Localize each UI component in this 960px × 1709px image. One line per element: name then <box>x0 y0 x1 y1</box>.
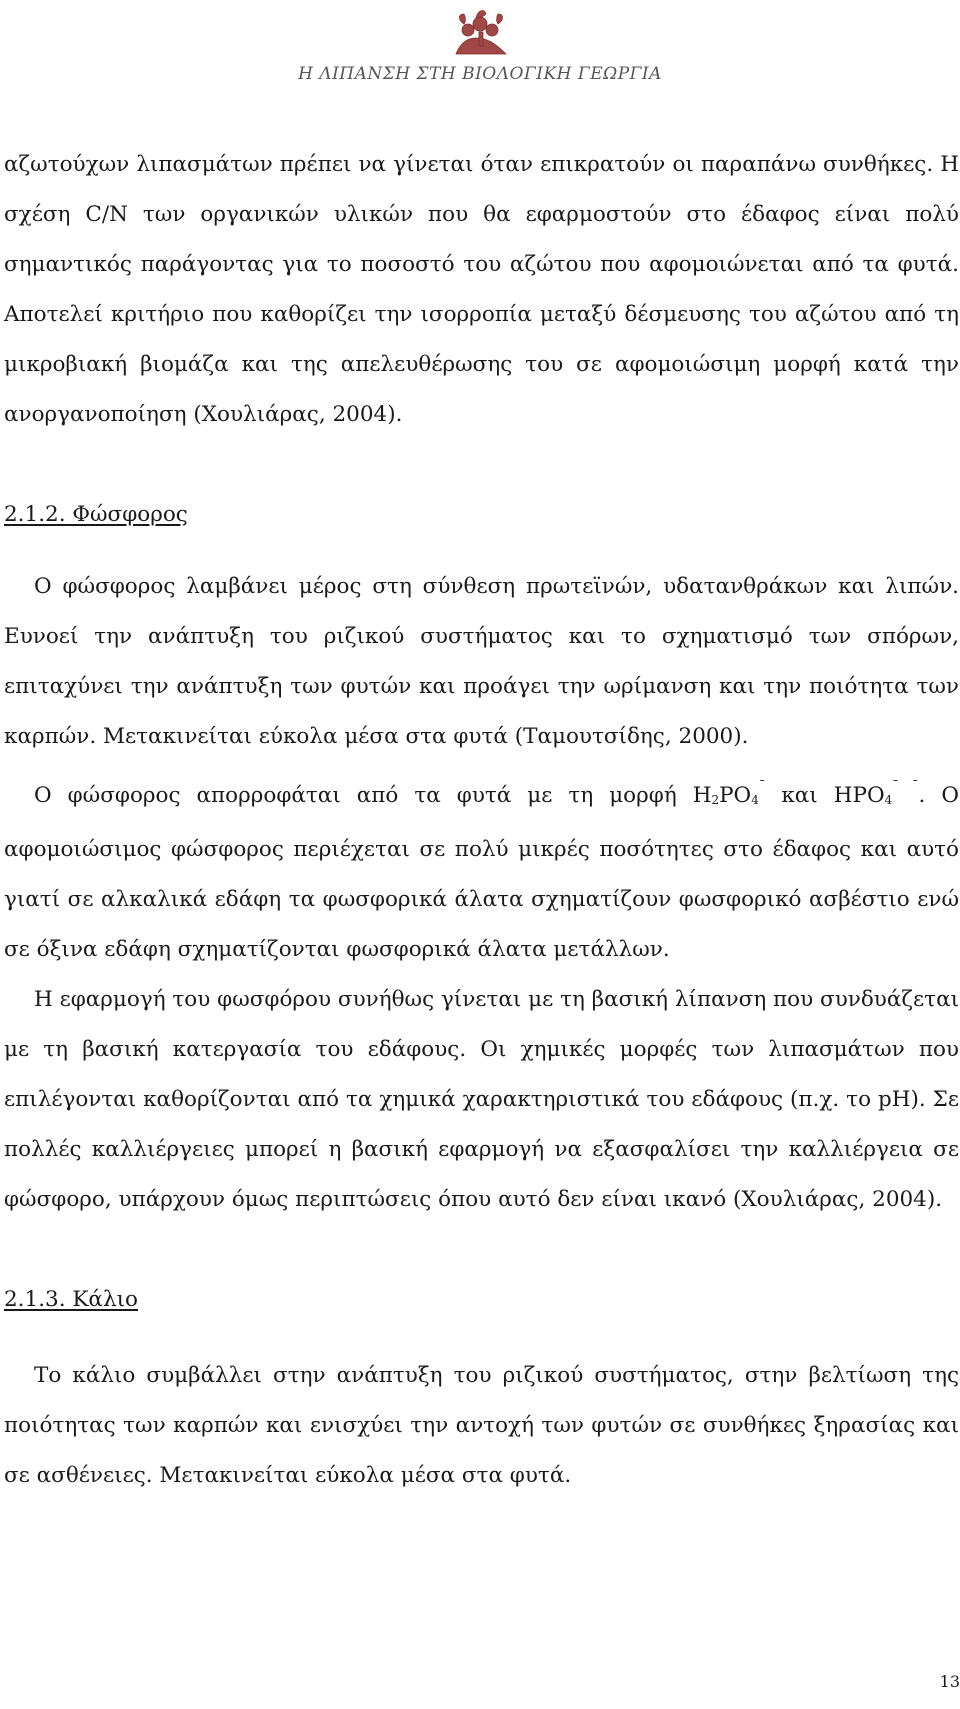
absorption-text-4: . Ο αφομοιώσιμος φώσφορος περιέχεται σε πολύ μικρές ποσότητες στο έδαφος και αυτό γιατί σε αλκαλικά εδάφη τα φωσφορικά άλατα σχηματίζουν φωσφορικό ασβέστιο ενώ σε όξινα εδάφη σχηματίζονται φωσφορικά άλατα μετάλλων. <box>4 783 959 962</box>
paragraph-phosphorus-role: Ο φώσφορος λαμβάνει μέρος στη σύνθεση πρωτεϊνών, υδατανθράκων και λιπών. Ευνοεί την ανάπτυξη του ριζικού συστήματος και το σχηματισμό των σπόρων, επιταχύνει την ανάπτυξη των φυτών και προάγει την ωρίμανση και την ποιότητα των καρπών. Μετακινείται εύκολα μέσα στα φυτά (Ταμουτσίδης, 2000). <box>4 574 959 749</box>
section-heading-potassium: 2.1.3. Κάλιο <box>4 1287 138 1312</box>
superscript-charge: ¯ <box>758 779 766 794</box>
header-title: Η ΛΙΠΑΝΣΗ ΣΤΗ ΒΙΟΛΟΓΙΚΗ ΓΕΩΡΓΙΑ <box>298 64 662 84</box>
absorption-text-3: και HPO <box>765 783 885 808</box>
superscript-charge-double: ¯ ¯ <box>892 779 919 794</box>
paragraph-potassium: Το κάλιο συμβάλλει στην ανάπτυξη του ριζικού συστήματος, στην βελτίωση της ποιότητας των καρπών και ενισχύει την αντοχή των φυτών σε συνθήκες ξηρασίας και σε ασθένειες. Μετακινείται εύκολα μέσα στα φυτά. <box>4 1363 959 1488</box>
page-header <box>0 0 960 96</box>
paragraph-nitrogen-continued: αζωτούχων λιπασμάτων πρέπει να γίνεται όταν επικρατούν οι παραπάνω συνθήκες. Η σχέση C/N των οργανικών υλικών που θα εφαρμοστούν στο έδαφος είναι πολύ σημαντικός παράγοντας για το ποσοστό του αζώτου που αφομοιώνεται από τα φυτά. Αποτελεί κριτήριο που καθορίζει την ισορροπία μεταξύ δέσμευσης του αζώτου από τη μικροβιακή βιομάζα και της απελευθέρωσης του σε αφομοιώσιμη μορφή κατά την ανοργανοποίηση (Χουλιάρας, 2004). <box>4 152 959 427</box>
page-number: 13 <box>939 1672 960 1691</box>
section-heading-phosphorus: 2.1.2. Φώσφορος <box>4 502 188 527</box>
paragraph-phosphorus-application: Η εφαρμογή του φωσφόρου συνήθως γίνεται με τη βασική λίπανση που συνδυάζεται με τη βασική κατεργασία του εδάφους. Οι χημικές μορφές των λιπασμάτων που επιλέγονται καθορίζονται από τα χημικά χαρακτηριστικά του εδάφους (π.χ. το pH). Σε πολλές καλλιέργειες μπορεί η βασική εφαρμογή να εξασφαλίσει την καλλιέργεια σε φώσφορο, υπάρχουν όμως περιπτώσεις όπου αυτό δεν είναι ικανό (Χουλιάρας, 2004). <box>4 987 960 1212</box>
subscript-4: 4 <box>751 793 759 807</box>
subscript-4b: 4 <box>884 793 893 807</box>
paragraph-phosphorus-absorption <box>4 762 959 975</box>
absorption-text-1: Ο φώσφορος απορροφάται από τα φυτά με τη μορφή H <box>34 783 712 808</box>
logo-icon <box>446 4 516 60</box>
document-body <box>4 140 959 1501</box>
absorption-text-2: PO <box>719 783 752 808</box>
subscript-2: 2 <box>711 793 720 807</box>
